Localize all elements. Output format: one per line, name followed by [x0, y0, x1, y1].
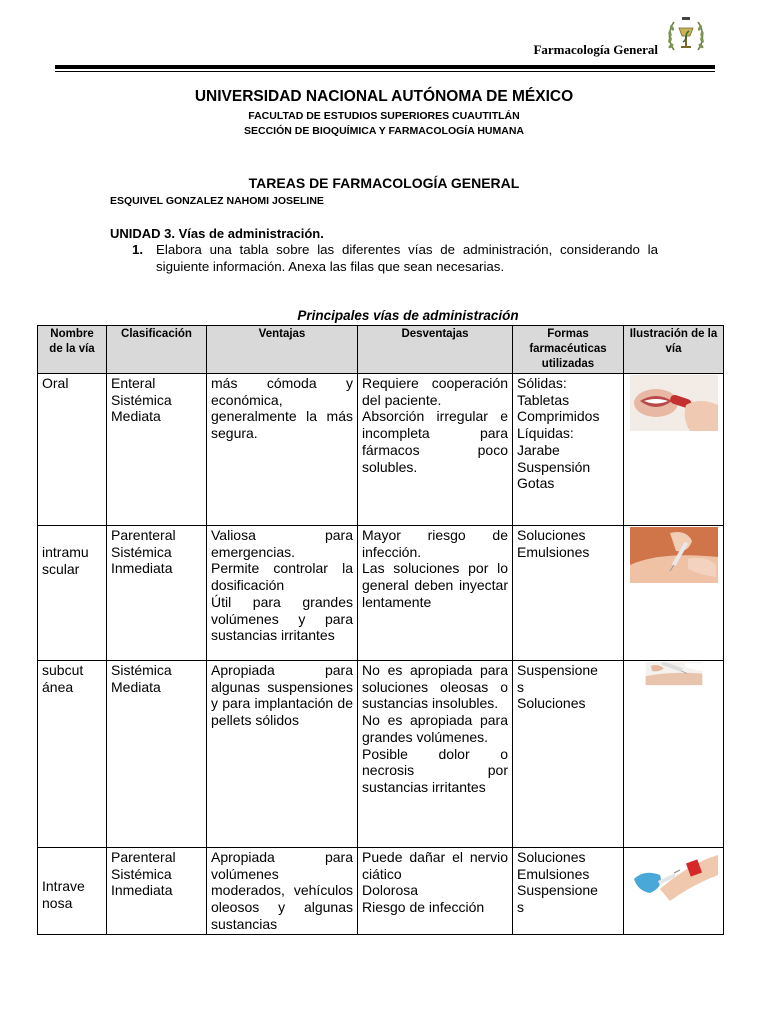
- cell-advantages: más cómoda y económica, generalmente la más segura.: [207, 374, 358, 526]
- cell-advantages: Apropiada para algunas suspensiones y para implantación de pellets sólidos: [207, 661, 358, 848]
- table-caption: Principales vías de administración: [297, 308, 519, 323]
- cell-classification: Enteral Sistémica Mediata: [107, 374, 207, 526]
- cell-route-name: Oral: [38, 374, 107, 526]
- administration-routes-table: [37, 325, 724, 935]
- header-advantages: Ventajas: [207, 326, 358, 374]
- unit-heading: UNIDAD 3. Vías de administración.: [110, 226, 324, 241]
- section-name: SECCIÓN DE BIOQUÍMICA Y FARMACOLOGÍA HUMANA: [243, 125, 524, 137]
- header-disadvantages: Desventajas: [358, 326, 513, 374]
- subcutaneous-injection-photo-icon: [630, 662, 718, 698]
- running-title: Farmacología General: [533, 42, 658, 57]
- table-row: [38, 661, 724, 848]
- cell-route-name: subcut ánea: [38, 661, 107, 848]
- table-row: [38, 526, 724, 661]
- header-illustration: Ilustración de la vía: [624, 326, 724, 374]
- header-name: Nombre de la vía: [38, 326, 107, 374]
- assignment-title: TAREAS DE FARMACOLOGÍA GENERAL: [248, 175, 520, 191]
- pharmacy-laurel-logo-icon: [662, 12, 710, 60]
- table-row: [38, 848, 724, 935]
- cell-disadvantages: Mayor riesgo de infección. Las soluciones por lo general deben inyectar lentamente: [358, 526, 513, 661]
- table-row: [38, 374, 724, 526]
- cell-illustration: [624, 661, 724, 848]
- intravenous-injection-photo-icon: [630, 849, 718, 905]
- table-header-row: [38, 326, 724, 374]
- faculty-name: FACULTAD DE ESTUDIOS SUPERIORES CUAUTITLÁN: [248, 110, 520, 122]
- cell-disadvantages: No es apropiada para soluciones oleosas o sustancias insolubles. No es apropiada para grandes volúmenes. Posible dolor o necrosis por sustancias irritantes: [358, 661, 513, 848]
- cell-advantages: Apropiada para volúmenes moderados, vehículos oleosos y algunas sustancias: [207, 848, 358, 935]
- cell-forms: Soluciones Emulsiones Suspensione s: [513, 848, 624, 935]
- cell-route-name: intramu scular: [38, 526, 107, 661]
- header-classification: Clasificación: [107, 326, 207, 374]
- task-item: [132, 242, 658, 275]
- cell-disadvantages: Puede dañar el nervio ciático Dolorosa Riesgo de infección: [358, 848, 513, 935]
- author-name: ESQUIVEL GONZALEZ NAHOMI JOSELINE: [110, 195, 324, 207]
- header-forms: Formas farmacéuticas utilizadas: [513, 326, 624, 374]
- cell-forms: Sólidas: Tabletas Comprimidos Líquidas: Jarabe Suspensión Gotas: [513, 374, 624, 526]
- cell-classification: Parenteral Sistémica Inmediata: [107, 848, 207, 935]
- oral-capsule-photo-icon: [630, 375, 718, 431]
- cell-illustration: [624, 374, 724, 526]
- cell-advantages: Valiosa para emergencias. Permite controlar la dosificación Útil para grandes volúmenes y para sustancias irritantes: [207, 526, 358, 661]
- header-rule-thin: [55, 71, 715, 72]
- intramuscular-injection-photo-icon: [630, 527, 718, 583]
- cell-forms: Suspensione s Soluciones: [513, 661, 624, 848]
- cell-forms: Soluciones Emulsiones: [513, 526, 624, 661]
- task-text: Elabora una tabla sobre las diferentes vías de administración, considerando la siguiente información. Anexa las filas que sean necesarias.: [156, 242, 658, 274]
- university-name: UNIVERSIDAD NACIONAL AUTÓNOMA DE MÉXICO: [194, 88, 574, 105]
- cell-classification: Sistémica Mediata: [107, 661, 207, 848]
- cell-disadvantages: Requiere cooperación del paciente. Absorción irregular e incompleta para fármacos poco solubles.: [358, 374, 513, 526]
- task-number: 1.: [132, 242, 144, 257]
- cell-route-name: Intrave nosa: [38, 848, 107, 935]
- cell-illustration: [624, 526, 724, 661]
- header-rule-thick: [55, 65, 715, 69]
- cell-classification: Parenteral Sistémica Inmediata: [107, 526, 207, 661]
- cell-illustration: [624, 848, 724, 935]
